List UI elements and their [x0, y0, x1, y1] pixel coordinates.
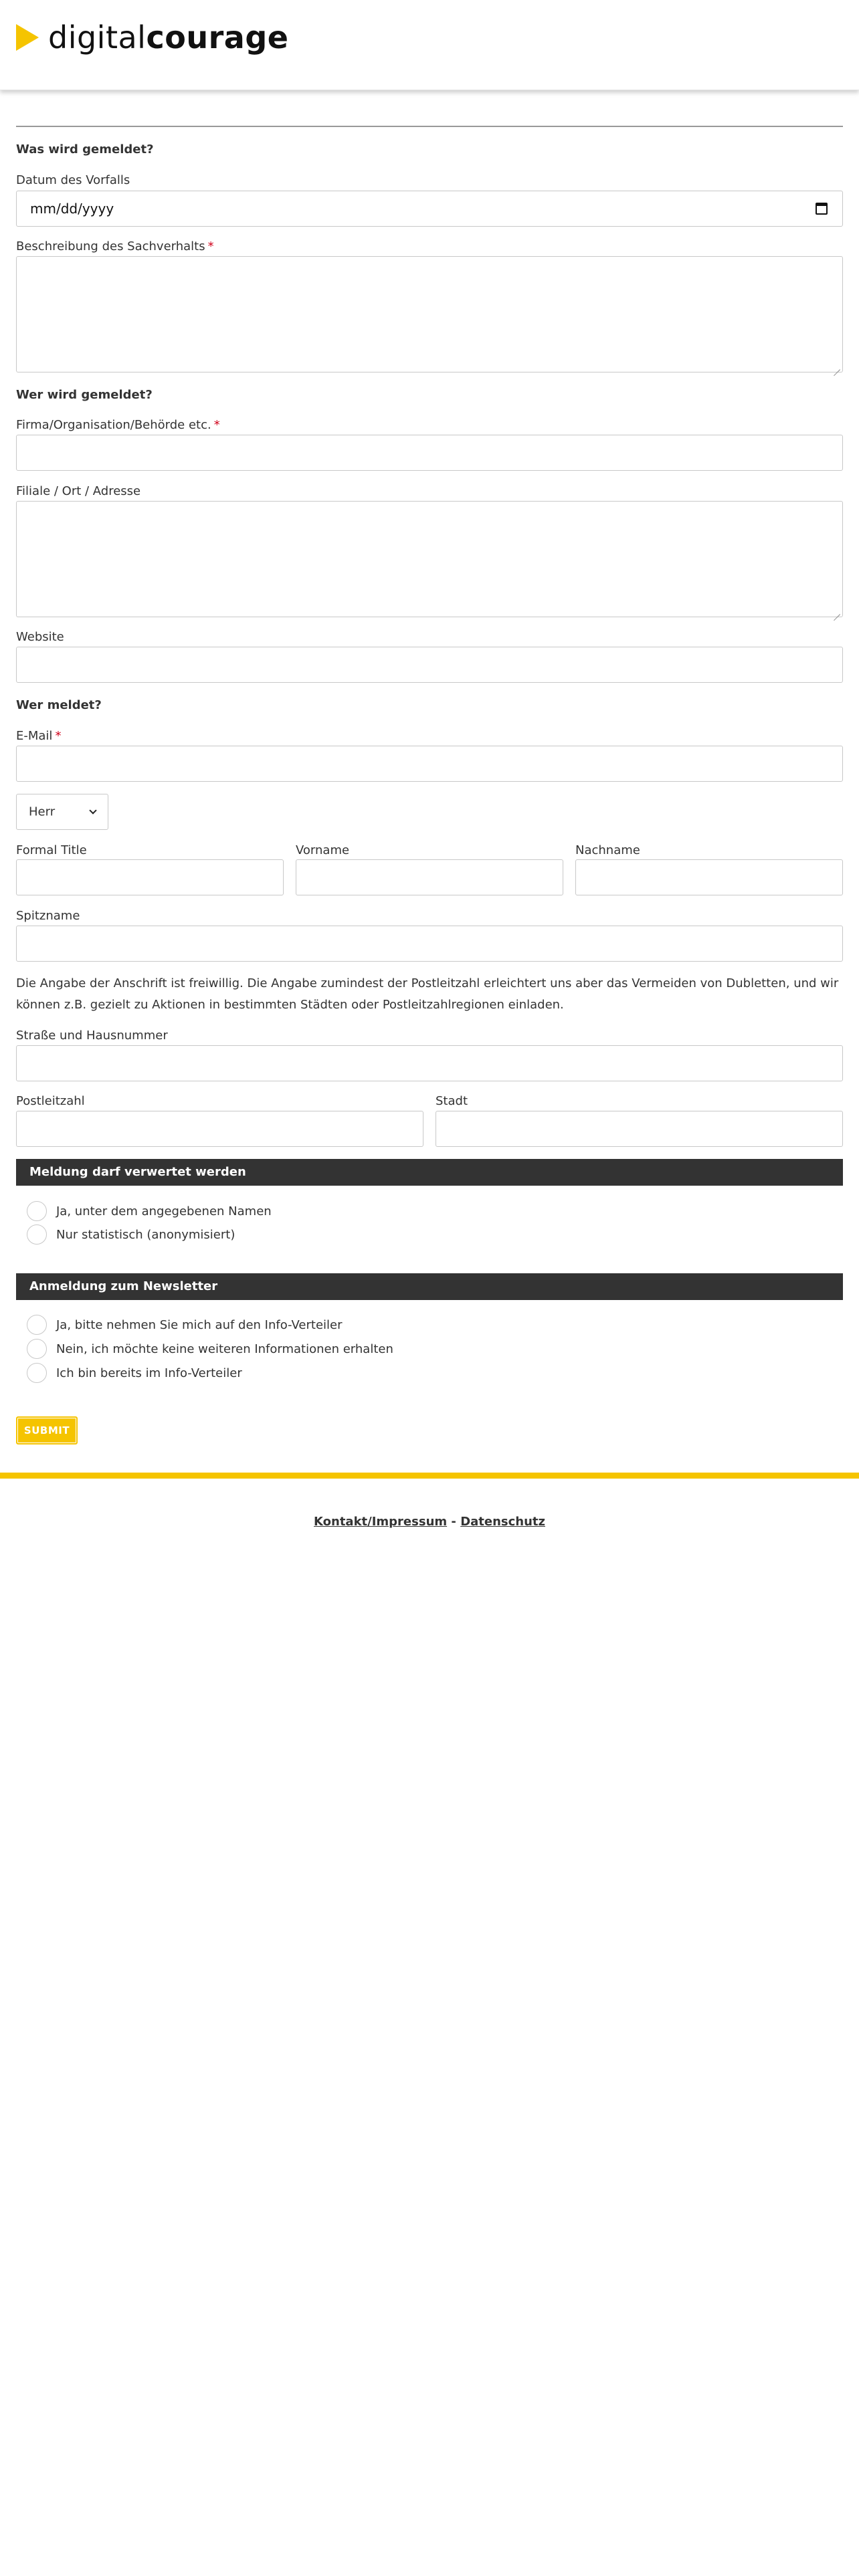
branch-textarea[interactable]: [16, 501, 843, 617]
footer-link-privacy[interactable]: Datenschutz: [460, 1515, 545, 1529]
radio-button[interactable]: [27, 1339, 47, 1359]
calendar-icon[interactable]: [816, 203, 828, 215]
branch-textarea-field[interactable]: [17, 502, 842, 617]
formal-title-label: Formal Title: [16, 843, 87, 857]
newsletter-heading-bar: Anmeldung zum Newsletter: [16, 1273, 843, 1300]
usage-heading-bar: Meldung darf verwertet werden: [16, 1159, 843, 1186]
radio-button[interactable]: [27, 1224, 47, 1245]
email-input-field[interactable]: [17, 746, 842, 781]
street-label: Straße und Hausnummer: [16, 1029, 168, 1043]
divider: [16, 126, 843, 127]
footer-link-contact[interactable]: Kontakt/Impressum: [314, 1515, 448, 1529]
footer-separator: -: [451, 1515, 456, 1529]
firstname-label: Vorname: [296, 843, 350, 857]
website-input[interactable]: [16, 647, 843, 683]
description-textarea-field[interactable]: [17, 257, 842, 372]
zip-label: Postleitzahl: [16, 1094, 85, 1108]
resize-grip-icon[interactable]: [834, 608, 840, 615]
usage-option-named[interactable]: [27, 1200, 272, 1222]
website-label: Website: [16, 630, 64, 644]
required-marker: *: [213, 418, 220, 432]
logo-text-light: digital: [48, 19, 147, 56]
footer-links: [0, 1515, 859, 1529]
chevron-down-icon: [89, 807, 96, 814]
description-label: [16, 239, 214, 253]
email-input[interactable]: [16, 746, 843, 782]
website-input-field[interactable]: [17, 647, 842, 682]
description-label-text: Beschreibung des Sachverhalts: [16, 239, 205, 253]
newsletter-option-already[interactable]: [27, 1362, 242, 1384]
radio-button[interactable]: [27, 1315, 47, 1335]
logo-text: [48, 19, 288, 56]
radio-button[interactable]: [27, 1363, 47, 1383]
newsletter-option-yes[interactable]: [27, 1314, 343, 1335]
lastname-label: Nachname: [575, 843, 640, 857]
required-marker: *: [207, 239, 214, 253]
salutation-value: Herr: [29, 804, 56, 819]
site-header: [0, 0, 859, 90]
street-input[interactable]: [16, 1045, 843, 1081]
firstname-input[interactable]: [296, 859, 563, 895]
date-input[interactable]: [16, 191, 843, 227]
description-textarea[interactable]: [16, 256, 843, 372]
lastname-input-field[interactable]: [576, 860, 842, 895]
radio-button[interactable]: [27, 1201, 47, 1221]
address-info-text: Die Angabe der Anschrift ist freiwillig. Die Angabe zumindest der Postleitzahl erleichtert uns aber das Vermeiden von Dubletten, und wir können z.B. gezielt zu Aktionen in bestimmten Städten oder Postleitzahlregionen einladen.: [16, 976, 839, 1012]
city-input-field[interactable]: [436, 1111, 842, 1146]
city-input[interactable]: [436, 1111, 843, 1147]
date-placeholder: mm/dd/yyyy: [30, 201, 114, 217]
lastname-input[interactable]: [575, 859, 843, 895]
nickname-input-field[interactable]: [17, 926, 842, 961]
date-label: Datum des Vorfalls: [16, 173, 130, 187]
city-label: Stadt: [436, 1094, 468, 1108]
required-marker: *: [55, 729, 62, 743]
branch-label: Filiale / Ort / Adresse: [16, 484, 141, 498]
company-input-field[interactable]: [17, 435, 842, 470]
submit-button[interactable]: SUBMIT: [16, 1416, 78, 1444]
newsletter-option-no[interactable]: [27, 1338, 393, 1360]
email-label: [16, 729, 61, 743]
street-input-field[interactable]: [17, 1046, 842, 1081]
section-heading-what: Was wird gemeldet?: [16, 142, 154, 156]
section-heading-who-reported: Wer wird gemeldet?: [16, 388, 153, 402]
radio-label: Ich bin bereits im Info-Verteiler: [56, 1366, 242, 1380]
section-heading-who-reports: Wer meldet?: [16, 698, 102, 712]
email-label-text: E-Mail: [16, 729, 53, 743]
logo-text-bold: courage: [146, 19, 289, 56]
radio-label: Ja, bitte nehmen Sie mich auf den Info-Verteiler: [56, 1317, 343, 1332]
footer-accent-line: [0, 1473, 859, 1479]
radio-label: Ja, unter dem angegebenen Namen: [56, 1204, 272, 1218]
company-label: [16, 418, 220, 432]
formal-title-input[interactable]: [16, 859, 284, 895]
firstname-input-field[interactable]: [296, 860, 563, 895]
zip-input[interactable]: [16, 1111, 423, 1147]
usage-option-anonymous[interactable]: [27, 1224, 235, 1245]
radio-label: Nein, ich möchte keine weiteren Informationen erhalten: [56, 1341, 393, 1356]
logo[interactable]: [16, 17, 288, 58]
salutation-select[interactable]: [16, 794, 108, 830]
company-label-text: Firma/Organisation/Behörde etc.: [16, 418, 211, 432]
nickname-input[interactable]: [16, 926, 843, 962]
formal-title-input-field[interactable]: [17, 860, 283, 895]
company-input[interactable]: [16, 435, 843, 471]
radio-label: Nur statistisch (anonymisiert): [56, 1227, 235, 1242]
nickname-label: Spitzname: [16, 909, 80, 923]
zip-input-field[interactable]: [17, 1111, 423, 1146]
logo-triangle-icon: [16, 24, 39, 51]
resize-grip-icon[interactable]: [834, 363, 840, 370]
